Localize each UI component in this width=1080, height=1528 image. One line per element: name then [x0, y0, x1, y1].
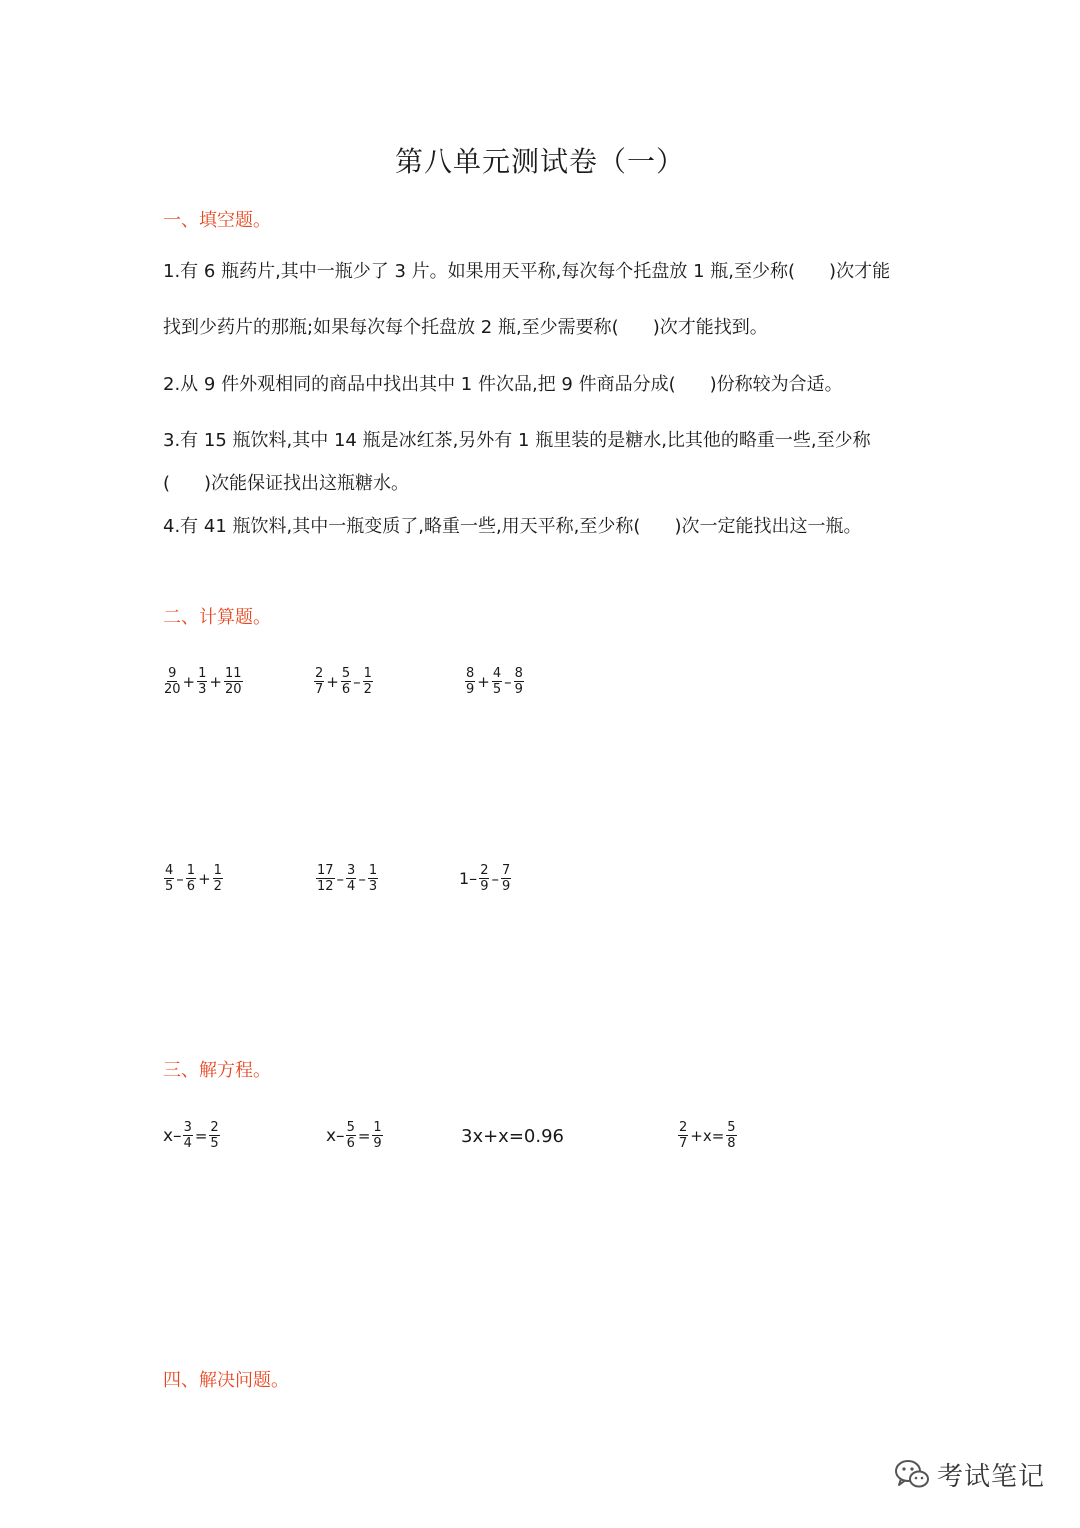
- wechat-icon: [893, 1458, 931, 1492]
- numerator: 2: [480, 863, 489, 878]
- denominator: 6: [341, 682, 351, 697]
- equation-2: [326, 1121, 384, 1150]
- denominator: 2: [363, 682, 372, 697]
- fraction: [501, 864, 511, 893]
- lead-term: 1–: [459, 869, 478, 888]
- operator: =: [357, 1126, 371, 1145]
- account-watermark: [893, 1456, 1045, 1493]
- question-1-line-2: [163, 319, 768, 337]
- calc-expression-5: [315, 864, 379, 893]
- q1-text-b: )次才能: [829, 261, 891, 282]
- numerator: 1: [368, 863, 378, 878]
- fraction: [164, 864, 174, 893]
- operator: +x=: [690, 1126, 725, 1145]
- numerator: 8: [466, 666, 475, 681]
- denominator: 4: [183, 1136, 192, 1151]
- denominator: 20: [164, 682, 181, 697]
- fraction: [372, 1121, 382, 1150]
- denominator: 9: [501, 879, 511, 894]
- numerator: 4: [492, 666, 502, 681]
- numerator: 3: [183, 1120, 192, 1135]
- q3-text-b: (: [163, 473, 171, 494]
- denominator: 9: [480, 879, 489, 894]
- fraction: [213, 864, 223, 893]
- operator: –: [353, 672, 361, 691]
- equation-3: [461, 1126, 564, 1147]
- numerator: 1: [363, 666, 372, 681]
- lead-term: x–: [326, 1125, 345, 1146]
- question-3-line-2: [163, 475, 409, 493]
- denominator: 4: [347, 879, 356, 894]
- operator: =: [194, 1126, 208, 1145]
- denominator: 7: [679, 1136, 688, 1151]
- fraction: [341, 667, 351, 696]
- denominator: 5: [165, 879, 174, 894]
- q4-text-a: 4.有 41 瓶饮料,其中一瓶变质了,略重一些,用天平称,至少称(: [163, 516, 641, 537]
- question-3-line-1: [163, 432, 871, 450]
- fraction: [346, 864, 356, 893]
- q1-text-a: 1.有 6 瓶药片,其中一瓶少了 3 片。如果用天平称,每次每个托盘放 1 瓶,至少称(: [163, 261, 796, 282]
- fraction: [363, 667, 373, 696]
- denominator: 5: [492, 682, 502, 697]
- operator: –: [336, 869, 345, 888]
- denominator: 6: [186, 879, 196, 894]
- denominator: 3: [368, 879, 378, 894]
- page-title: 第八单元测试卷（一）: [394, 145, 685, 178]
- calc-expression-3: [464, 667, 525, 696]
- numerator: 1: [373, 1120, 382, 1135]
- denominator: 9: [373, 1136, 382, 1151]
- numerator: 11: [224, 666, 242, 681]
- denominator: 20: [224, 682, 242, 697]
- fraction: [514, 667, 524, 696]
- q4-text-b: )次一定能找出这一瓶。: [674, 516, 862, 537]
- watermark-text: 考试笔记: [937, 1462, 1046, 1492]
- numerator: 5: [341, 666, 351, 681]
- numerator: 17: [317, 863, 334, 878]
- operator: +: [477, 672, 490, 691]
- fraction: [726, 1121, 736, 1150]
- fraction: [197, 667, 207, 696]
- operator: +: [209, 672, 222, 691]
- calc-expression-4: [163, 864, 224, 893]
- fraction: [164, 667, 181, 696]
- denominator: 9: [466, 682, 475, 697]
- denominator: 6: [346, 1136, 355, 1151]
- numerator: 8: [514, 666, 523, 681]
- numerator: 2: [315, 666, 324, 681]
- q1-text-d: )次才能找到。: [652, 317, 768, 338]
- section-heading-fill: 一、填空题。: [163, 210, 271, 231]
- operator: +: [326, 672, 339, 691]
- section-heading-problems: 四、解决问题。: [163, 1370, 289, 1391]
- fraction: [465, 667, 475, 696]
- section-heading-equations: 三、解方程。: [163, 1060, 271, 1081]
- numerator: 2: [210, 1120, 219, 1135]
- calc-expression-2: [313, 667, 374, 696]
- numerator: 7: [501, 863, 511, 878]
- calc-expression-1: [163, 667, 244, 696]
- denominator: 12: [317, 879, 334, 894]
- numerator: 2: [679, 1120, 688, 1135]
- operator: +: [182, 672, 196, 691]
- fraction: [209, 1121, 219, 1150]
- denominator: 8: [727, 1136, 736, 1151]
- numerator: 9: [168, 666, 177, 681]
- lead-term: x–: [163, 1125, 182, 1146]
- denominator: 7: [315, 682, 324, 697]
- denominator: 5: [210, 1136, 219, 1151]
- fraction: [183, 1121, 193, 1150]
- section-heading-calc: 二、计算题。: [163, 607, 271, 628]
- fraction: [479, 864, 489, 893]
- fraction: [314, 667, 324, 696]
- q2-text-b: )份称较为合适。: [709, 374, 843, 395]
- fraction: [316, 864, 335, 893]
- operator: +: [198, 869, 211, 888]
- question-4: [163, 518, 861, 536]
- denominator: 9: [514, 682, 523, 697]
- calc-expression-6: [458, 864, 512, 893]
- numerator: 5: [346, 1120, 355, 1135]
- fraction: [186, 864, 196, 893]
- operator: –: [504, 672, 512, 691]
- q1-text-c: 找到少药片的那瓶;如果每次每个托盘放 2 瓶,至少需要称(: [163, 317, 619, 338]
- numerator: 1: [213, 863, 222, 878]
- fraction: [224, 667, 243, 696]
- q3-text-c: )次能保证找出这瓶糖水。: [204, 473, 410, 494]
- operator: –: [176, 869, 184, 888]
- equation-text: 3x+x=0.96: [461, 1126, 564, 1147]
- equation-1: [163, 1121, 221, 1150]
- numerator: 1: [186, 863, 196, 878]
- fraction: [678, 1121, 688, 1150]
- question-1-line-1: [163, 263, 890, 281]
- denominator: 2: [213, 879, 222, 894]
- question-2: [163, 376, 843, 394]
- operator: –: [358, 869, 366, 888]
- fraction: [492, 667, 502, 696]
- numerator: 4: [165, 863, 174, 878]
- fraction: [368, 864, 378, 893]
- denominator: 3: [198, 682, 207, 697]
- numerator: 3: [347, 863, 356, 878]
- fraction: [346, 1121, 356, 1150]
- equation-4: [677, 1121, 738, 1150]
- numerator: 5: [727, 1120, 736, 1135]
- operator: –: [491, 869, 499, 888]
- q2-text-a: 2.从 9 件外观相同的商品中找出其中 1 件次品,把 9 件商品分成(: [163, 374, 676, 395]
- q3-text-a: 3.有 15 瓶饮料,其中 14 瓶是冰红茶,另外有 1 瓶里装的是糖水,比其他的略重一些,至少称: [163, 430, 871, 451]
- numerator: 1: [198, 666, 207, 681]
